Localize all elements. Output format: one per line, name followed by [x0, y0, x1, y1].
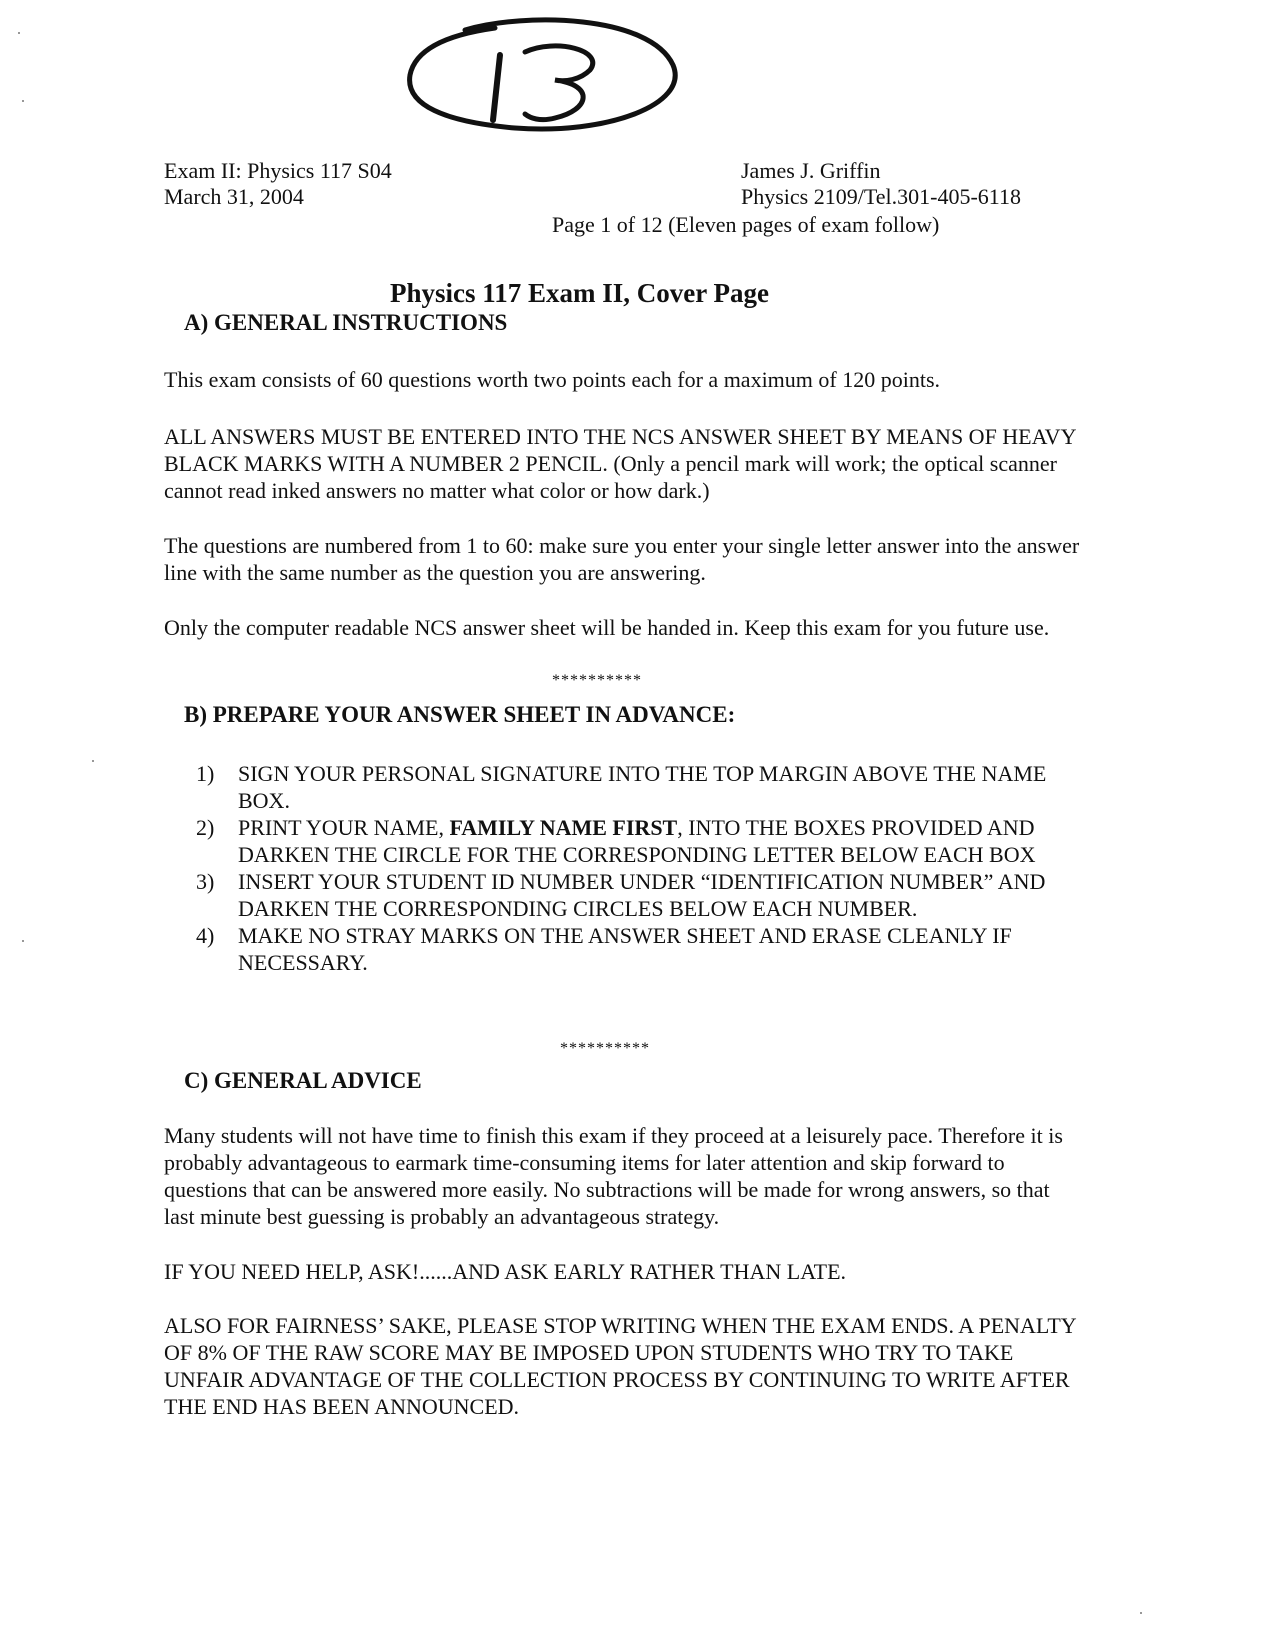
list-item — [196, 922, 1086, 976]
exam-date: March 31, 2004 — [164, 184, 304, 209]
step-number: 3) — [196, 869, 215, 894]
list-item — [196, 868, 1086, 922]
ink-digit-one — [493, 55, 500, 120]
section-a-paragraph-4: Only the computer readable NCS answer sheet will be handed in. Keep this exam for you future use. — [164, 615, 1050, 640]
step-text: PRINT YOUR NAME, FAMILY NAME FIRST, INTO THE BOXES PROVIDED AND DARKEN THE CIRCLE FOR THE CORRESPONDING LETTER BELOW EACH BOX — [238, 815, 1036, 867]
step-number: 4) — [196, 923, 215, 948]
step-text: SIGN YOUR PERSONAL SIGNATURE INTO THE TOP MARGIN ABOVE THE NAME BOX. — [238, 761, 1047, 813]
section-b-heading: B) PREPARE YOUR ANSWER SHEET IN ADVANCE: — [184, 702, 736, 727]
step-number: 1) — [196, 761, 215, 786]
section-c-paragraph-2: IF YOU NEED HELP, ASK!......AND ASK EARLY RATHER THAN LATE. — [164, 1259, 847, 1284]
section-a-paragraph-2: ALL ANSWERS MUST BE ENTERED INTO THE NCS ANSWER SHEET BY MEANS OF HEAVY BLACK MARKS WITH A NUMBER 2 PENCIL. (Only a pencil mark will work; the optical scanner cannot read inked answers no matter what color or how dark.) — [164, 424, 1076, 503]
scan-speck — [22, 940, 24, 942]
instructor-name: James J. Griffin — [741, 158, 881, 183]
step-number: 2) — [196, 815, 215, 840]
step-text: INSERT YOUR STUDENT ID NUMBER UNDER “IDENTIFICATION NUMBER” AND DARKEN THE CORRESPONDING CIRCLES BELOW EACH NUMBER. — [238, 869, 1046, 921]
instructor-contact: Physics 2109/Tel.301-405-6118 — [741, 184, 1021, 209]
page-title: Physics 117 Exam II, Cover Page — [390, 278, 769, 308]
emphasis-family-name: FAMILY NAME FIRST — [449, 815, 678, 840]
section-c-paragraph-3: ALSO FOR FAIRNESS’ SAKE, PLEASE STOP WRITING WHEN THE EXAM ENDS. A PENALTY OF 8% OF THE RAW SCORE MAY BE IMPOSED UPON STUDENTS WHO TRY TO TAKE UNFAIR ADVANTAGE OF THE COLLECTION PROCESS BY CONTINUING TO WRITE AFTER THE END HAS BEEN ANNOUNCED. — [164, 1313, 1076, 1419]
handwritten-circled-number — [405, 10, 685, 140]
section-c-paragraph-1: Many students will not have time to finish this exam if they proceed at a leisurely pace. Therefore it is probably advantageous to earmark time-consuming items for later attention and skip forward to questions that can be answered more easily. No subtractions will be made for wrong answers, so that last minute best guessing is probably an advantageous strategy. — [164, 1123, 1063, 1229]
section-c-heading: C) GENERAL ADVICE — [184, 1068, 422, 1093]
page-info: Page 1 of 12 (Eleven pages of exam follow) — [552, 212, 940, 237]
scan-speck — [22, 100, 24, 102]
exam-course-line: Exam II: Physics 117 S04 — [164, 158, 392, 183]
scan-speck — [1140, 1612, 1142, 1614]
section-a-heading: A) GENERAL INSTRUCTIONS — [184, 310, 508, 335]
ink-digit-three — [525, 46, 593, 120]
section-a-paragraph-3: The questions are numbered from 1 to 60: make sure you enter your single letter answer into the answer line with the same number as the question you are answering. — [164, 533, 1080, 585]
list-item — [196, 760, 1086, 814]
scan-speck — [92, 760, 94, 762]
list-item — [196, 814, 1086, 868]
answer-sheet-steps — [196, 760, 1086, 976]
separator-stars: ********** — [560, 1040, 650, 1057]
scan-speck — [18, 32, 20, 34]
separator-stars: ********** — [552, 672, 642, 689]
step-text: MAKE NO STRAY MARKS ON THE ANSWER SHEET AND ERASE CLEANLY IF NECESSARY. — [238, 923, 1012, 975]
section-a-paragraph-1: This exam consists of 60 questions worth two points each for a maximum of 120 points. — [164, 367, 941, 392]
ink-oval — [410, 20, 676, 129]
